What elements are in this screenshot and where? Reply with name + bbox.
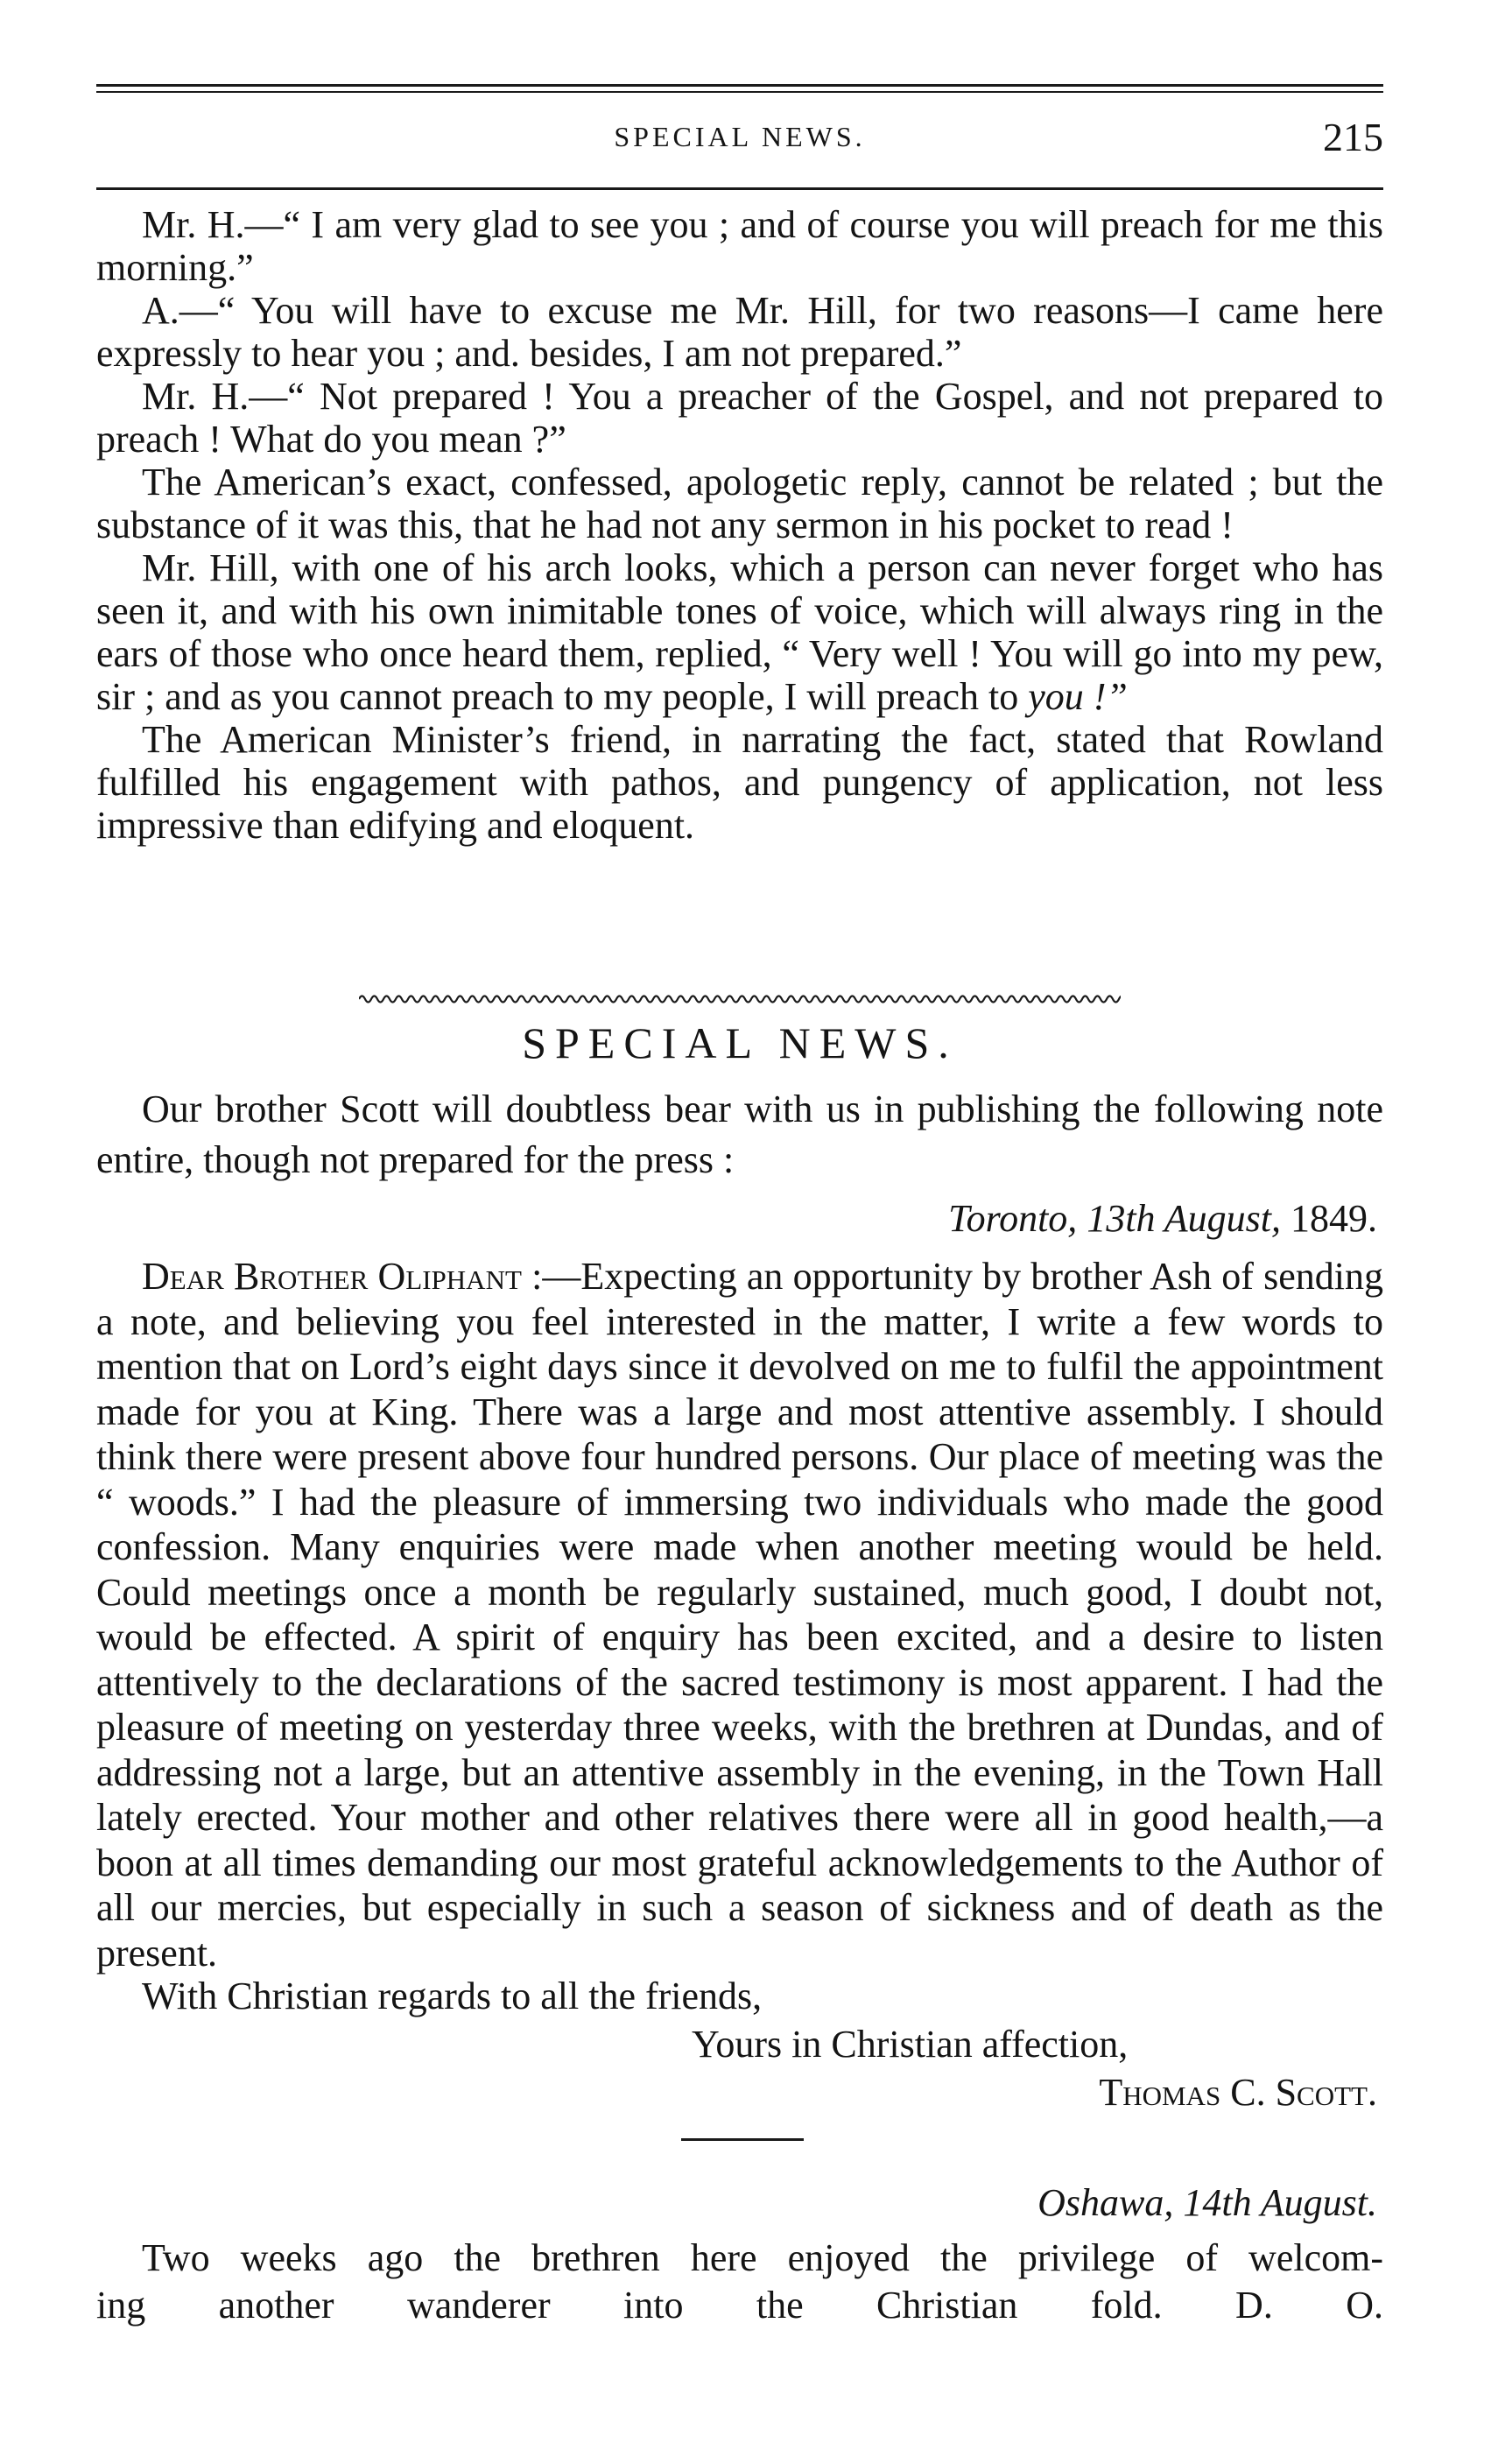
story-paragraph xyxy=(96,546,1383,718)
letter-text: —Expecting an opportunity by brother Ash of sending a note, and believing you feel interested in the matter, I write a few words to mention that on Lord’s eight days since it devolved on me to fulfil the appointment made for you at King. There was a large and most attentive assembly. I should think there were present above four hundred persons. Our place of meeting was the “ woods.” I had the pleasure of immersing two individuals who made the good confession. Many enquiries were made when another meeting would be held. Could meetings once a month be regularly sustained, much good, I doubt not, would be effected. A spirit of enquiry has been excited, and a desire to listen attentively to the declarations of the sacred testimony is most apparent. I had the pleasure of meeting on yesterday three weeks, with the brethren at Dundas, and of addressing not a large, but an attentive assembly in the evening, in the Town Hall lately erected. Your mother and other relatives there were all in good health,—a boon at all times demanding our most grateful acknowledgements to the Author of all our mercies, but especially in such a season of sickness and of death as the present. xyxy=(96,1255,1383,1975)
oshawa-dateline xyxy=(1037,2180,1377,2225)
letter-body xyxy=(96,1254,1383,1975)
header-rule xyxy=(96,187,1383,190)
letter-day: 13th xyxy=(1087,1197,1156,1240)
letter-year: 1849. xyxy=(1291,1197,1377,1240)
letter-closing: Yours in Christian affection, xyxy=(692,2023,1129,2066)
story-paragraph: The American’s exact, confessed, apologetic reply, cannot be related ; but the substance of it was this, that he had not any sermon in his pocket to read ! xyxy=(96,461,1383,546)
oshawa-initials: D. O. xyxy=(1235,2284,1383,2327)
story-paragraph: The American Minister’s friend, in narrating the fact, stated that Rowland fulfilled his engagement with pathos, and pungency of application, not less impressive than edifying and eloquent. xyxy=(96,718,1383,847)
letter-place: Toronto, xyxy=(948,1197,1078,1240)
letter-month: August, xyxy=(1164,1197,1281,1240)
oshawa-line-last xyxy=(96,2282,1383,2329)
letter-regards: With Christian regards to all the friends, xyxy=(142,1975,763,2017)
intro-text: Our brother Scott will doubtless bear with us in publishing the following note entire, though not prepared for the press : xyxy=(96,1088,1383,1181)
top-rule-thin xyxy=(96,91,1383,93)
story-paragraph: Mr. H.—“ I am very glad to see you ; and of course you will preach for me this morning.” xyxy=(96,203,1383,289)
letter-paragraph xyxy=(96,1254,1383,1975)
oshawa-line-text: ing another wanderer into the Christian fold. xyxy=(96,2284,1163,2327)
story-paragraph: A.—“ You will have to excuse me Mr. Hill, for two reasons—I came here expressly to hear you ; and. besides, I am not prepared.” xyxy=(96,289,1383,375)
story-text xyxy=(96,203,1383,847)
page-number: 215 xyxy=(1323,115,1383,159)
short-divider xyxy=(681,2138,804,2141)
story-paragraph-text: Mr. Hill, with one of his arch looks, which a person can never forget who has seen it, and with his own inimitable tones of voice, which will always ring in the ears of those who once heard them, replied, “ Very well ! You will go into my pew, sir ; and as you cannot preach to my people, I will preach to xyxy=(96,546,1383,718)
story-paragraph: Mr. H.—“ Not prepared ! You a preacher of the Gospel, and not prepared to preach ! What do you mean ?” xyxy=(96,375,1383,461)
oshawa-date: 14th August. xyxy=(1183,2181,1377,2224)
oshawa-line: Two weeks ago the brethren here enjoyed the privilege of welcom- xyxy=(142,2236,1383,2279)
running-head: SPECIAL NEWS. xyxy=(614,121,866,152)
letter-salutation: Dear Brother Oliphant : xyxy=(142,1255,543,1298)
letter-signature: Thomas C. Scott. xyxy=(1099,2071,1377,2114)
intro-paragraph xyxy=(96,1084,1383,1186)
page-header xyxy=(96,114,1383,166)
top-rule xyxy=(96,84,1383,87)
wavy-divider xyxy=(359,991,1121,1007)
section-title: SPECIAL NEWS. xyxy=(522,1018,958,1067)
oshawa-place: Oshawa, xyxy=(1037,2181,1174,2224)
story-emphasis: you !” xyxy=(1028,675,1128,718)
oshawa-paragraph xyxy=(96,2235,1383,2329)
letter-dateline xyxy=(948,1196,1377,1241)
